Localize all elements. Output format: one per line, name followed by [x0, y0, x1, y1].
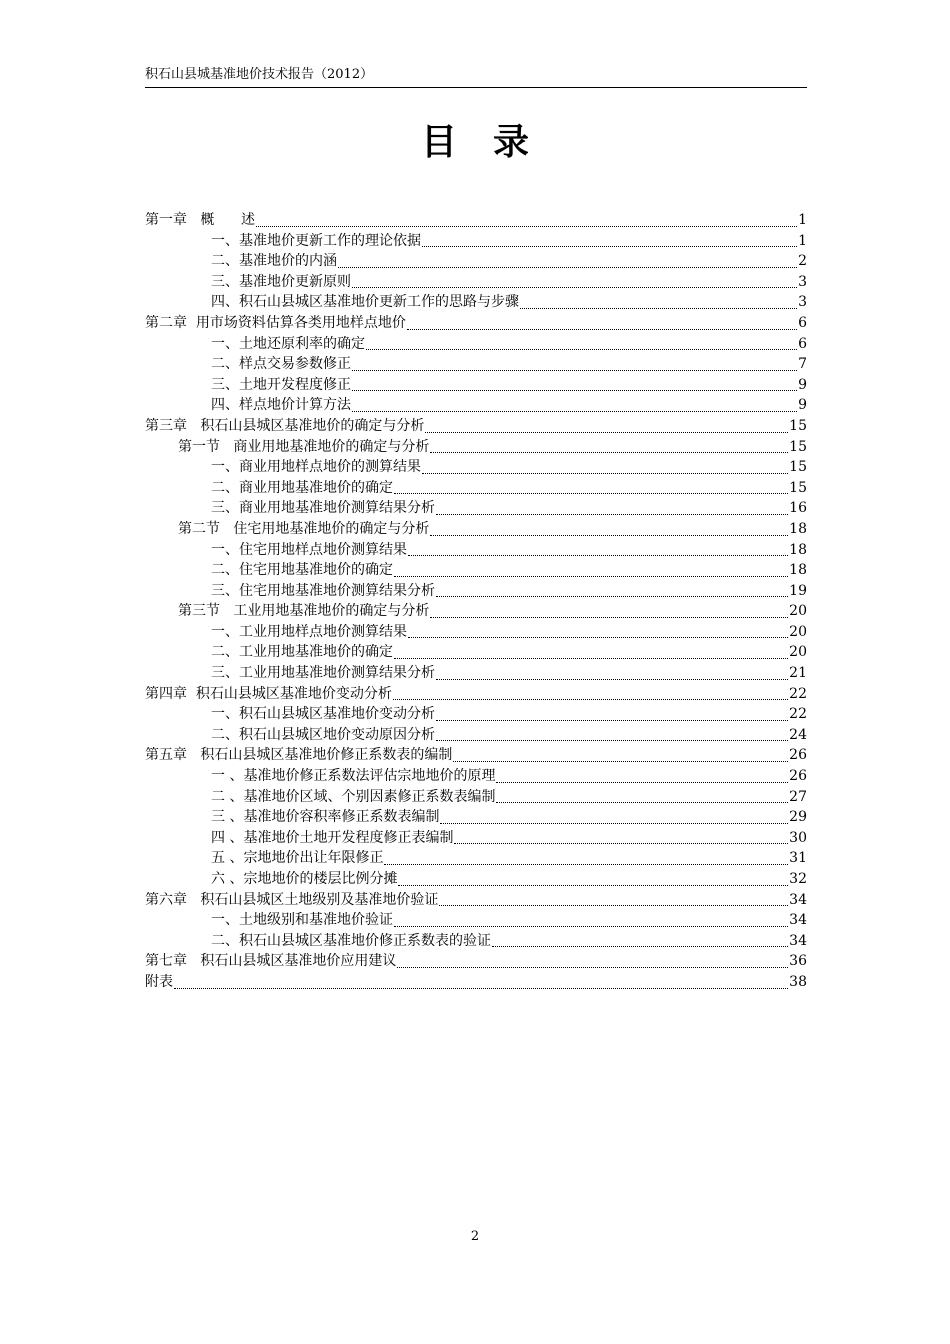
toc-entry-label: 一、土地还原利率的确定 [211, 335, 365, 352]
toc-entry[interactable] [145, 601, 807, 622]
toc-entry-label: 一、积石山县城区基准地价变动分析 [211, 706, 435, 723]
toc-entry-label: 三、商业用地基准地价测算结果分析 [211, 500, 435, 517]
toc-leader-dots [430, 521, 788, 536]
toc-leader-dots [384, 850, 788, 865]
toc-leader-dots [492, 932, 788, 947]
toc-entry-label: 二、样点交易参数修正 [211, 356, 351, 373]
toc-entry[interactable] [145, 395, 807, 416]
toc-entry-page: 34 [789, 891, 807, 908]
toc-leader-dots [394, 912, 788, 927]
toc-entry-page: 38 [789, 973, 807, 990]
toc-entry-label: 一、基准地价更新工作的理论依据 [211, 232, 421, 249]
toc-leader-dots [425, 418, 788, 433]
toc-entry-label: 四、样点地价计算方法 [211, 397, 351, 414]
toc-leader-dots [408, 541, 788, 556]
toc-entry[interactable] [145, 272, 807, 293]
toc-entry-page: 24 [789, 726, 807, 743]
toc-leader-dots [398, 871, 788, 886]
toc-entry-label: 二 、基准地价区域、个别因素修正系数表编制 [211, 788, 496, 805]
toc-entry-page: 9 [798, 397, 807, 414]
toc-entry-page: 15 [789, 438, 807, 455]
toc-entry-page: 20 [789, 644, 807, 661]
toc-leader-dots [454, 829, 788, 844]
toc-entry-label: 第四章 积石山县城区基准地价变动分析 [145, 685, 392, 702]
toc-entry[interactable] [145, 437, 807, 458]
toc-entry[interactable] [145, 334, 807, 355]
toc-entry-label: 三、基准地价更新原则 [211, 273, 351, 290]
toc-entry[interactable] [145, 519, 807, 540]
toc-leader-dots [453, 747, 788, 762]
toc-entry-page: 22 [789, 706, 807, 723]
toc-entry-page: 15 [789, 417, 807, 434]
running-header: 积石山县城基准地价技术报告（2012） [145, 67, 374, 82]
toc-entry-label: 第三节 工业用地基准地价的确定与分析 [178, 603, 430, 620]
toc-entry-page: 18 [789, 562, 807, 579]
toc-leader-dots [496, 768, 788, 783]
toc-entry[interactable] [145, 869, 807, 890]
table-of-contents [145, 210, 807, 993]
toc-entry-page: 20 [789, 623, 807, 640]
toc-leader-dots [440, 809, 788, 824]
toc-entry-label: 三、土地开发程度修正 [211, 376, 351, 393]
toc-entry-page: 9 [798, 376, 807, 393]
toc-entry[interactable] [145, 231, 807, 252]
toc-entry-page: 19 [789, 582, 807, 599]
toc-leader-dots [394, 562, 788, 577]
toc-leader-dots [436, 500, 788, 515]
toc-entry-label: 五 、宗地地价出让年限修正 [211, 850, 384, 867]
toc-entry-label: 第一章 概 述 [145, 212, 256, 228]
toc-entry-label: 第六章 积石山县城区土地级别及基准地价验证 [145, 891, 439, 908]
toc-leader-dots [436, 582, 788, 597]
toc-leader-dots [436, 726, 788, 741]
toc-entry[interactable] [145, 766, 807, 787]
toc-entry-label: 第五章 积石山县城区基准地价修正系数表的编制 [145, 747, 453, 764]
toc-entry-label: 二、基准地价的内涵 [211, 253, 337, 270]
header-rule [145, 87, 807, 88]
toc-entry[interactable] [145, 313, 807, 334]
toc-entry[interactable] [145, 292, 807, 313]
toc-entry-label: 二、工业用地基准地价的确定 [211, 644, 393, 661]
toc-entry-label: 第一节 商业用地基准地价的确定与分析 [178, 438, 430, 455]
toc-entry-page: 32 [789, 871, 807, 887]
toc-entry-page: 26 [789, 747, 807, 764]
toc-entry[interactable] [145, 848, 807, 869]
toc-leader-dots [439, 891, 788, 906]
toc-entry-label: 第二章 用市场资料估算各类用地样点地价 [145, 314, 406, 331]
toc-entry-label: 一、土地级别和基准地价验证 [211, 912, 393, 929]
toc-entry-page: 26 [789, 768, 807, 785]
toc-entry-page: 30 [789, 829, 807, 846]
toc-entry[interactable] [145, 910, 807, 931]
toc-entry-page: 7 [798, 356, 807, 373]
page-number: 2 [470, 1229, 480, 1244]
toc-leader-dots [394, 644, 788, 659]
toc-entry-label: 四 、基准地价土地开发程度修正表编制 [211, 829, 454, 846]
toc-entry-page: 34 [789, 912, 807, 929]
toc-entry[interactable] [145, 540, 807, 561]
toc-entry-page: 1 [798, 212, 807, 228]
toc-leader-dots [256, 212, 797, 227]
toc-entry-label: 二、积石山县城区地价变动原因分析 [211, 726, 435, 743]
toc-entry-label: 第三章 积石山县城区基准地价的确定与分析 [145, 417, 425, 434]
toc-leader-dots [394, 479, 788, 494]
toc-entry[interactable] [145, 972, 807, 993]
toc-leader-dots [397, 953, 788, 968]
toc-entry[interactable] [145, 931, 807, 952]
toc-leader-dots [408, 623, 788, 638]
toc-entry[interactable] [145, 663, 807, 684]
toc-entry[interactable] [145, 642, 807, 663]
toc-entry-label: 一 、基准地价修正系数法评估宗地地价的原理 [211, 768, 496, 785]
toc-entry-page: 3 [798, 294, 807, 311]
toc-entry-page: 18 [789, 541, 807, 558]
toc-entry-label: 第二节 住宅用地基准地价的确定与分析 [178, 520, 430, 537]
toc-entry-page: 18 [789, 520, 807, 537]
toc-leader-dots [430, 438, 788, 453]
toc-entry-label: 二、积石山县城区基准地价修正系数表的验证 [211, 932, 491, 949]
toc-leader-dots [436, 665, 788, 680]
toc-title: 目录 [420, 122, 565, 163]
toc-leader-dots [174, 974, 788, 989]
toc-entry[interactable] [145, 787, 807, 808]
toc-entry[interactable] [145, 478, 807, 499]
toc-entry[interactable] [145, 807, 807, 828]
toc-entry[interactable] [145, 581, 807, 602]
toc-entry-page: 15 [789, 479, 807, 496]
toc-entry-label: 二、住宅用地基准地价的确定 [211, 562, 393, 579]
toc-leader-dots [436, 706, 788, 721]
toc-entry-label: 一、商业用地样点地价的测算结果 [211, 459, 421, 476]
toc-entry-label: 三 、基准地价容积率修正系数表编制 [211, 809, 440, 826]
toc-leader-dots [338, 253, 797, 268]
toc-leader-dots [352, 356, 797, 371]
toc-entry-page: 22 [789, 685, 807, 702]
toc-leader-dots [520, 294, 797, 309]
toc-entry-page: 27 [789, 788, 807, 805]
toc-entry[interactable] [145, 457, 807, 478]
toc-entry[interactable] [145, 416, 807, 437]
toc-leader-dots [393, 685, 788, 700]
toc-entry-page: 15 [789, 459, 807, 476]
toc-entry-page: 16 [789, 500, 807, 517]
toc-entry-label: 一、住宅用地样点地价测算结果 [211, 541, 407, 558]
toc-entry[interactable] [145, 560, 807, 581]
toc-entry-page: 21 [789, 665, 807, 682]
toc-leader-dots [366, 335, 797, 350]
toc-entry-label: 附表 [145, 973, 173, 990]
toc-leader-dots [352, 273, 797, 288]
toc-entry-label: 二、商业用地基准地价的确定 [211, 479, 393, 496]
toc-entry-label: 第七章 积石山县城区基准地价应用建议 [145, 953, 397, 970]
toc-entry-page: 6 [798, 314, 807, 331]
toc-entry-page: 1 [798, 232, 807, 249]
toc-entry[interactable] [145, 375, 807, 396]
toc-leader-dots [352, 376, 797, 391]
toc-entry[interactable] [145, 498, 807, 519]
toc-entry-label: 一、工业用地样点地价测算结果 [211, 623, 407, 640]
toc-entry[interactable] [145, 210, 807, 231]
toc-entry-page: 3 [798, 273, 807, 290]
toc-entry-label: 三、住宅用地基准地价测算结果分析 [211, 582, 435, 599]
toc-entry-label: 三、工业用地基准地价测算结果分析 [211, 665, 435, 682]
toc-leader-dots [496, 788, 788, 803]
toc-entry-page: 36 [789, 953, 807, 970]
toc-entry[interactable] [145, 622, 807, 643]
toc-entry-page: 20 [789, 603, 807, 620]
toc-entry-page: 34 [789, 932, 807, 949]
toc-entry-label: 四、积石山县城区基准地价更新工作的思路与步骤 [211, 294, 519, 311]
toc-leader-dots [407, 315, 797, 330]
toc-leader-dots [422, 232, 797, 247]
toc-entry[interactable] [145, 684, 807, 705]
toc-leader-dots [422, 459, 788, 474]
toc-entry[interactable] [145, 890, 807, 911]
toc-entry-page: 2 [798, 253, 807, 270]
toc-entry[interactable] [145, 828, 807, 849]
toc-entry[interactable] [145, 704, 807, 725]
toc-entry[interactable] [145, 354, 807, 375]
toc-entry-page: 31 [789, 850, 807, 867]
toc-entry-label: 六 、宗地地价的楼层比例分摊 [211, 871, 398, 887]
toc-entry[interactable] [145, 745, 807, 766]
toc-leader-dots [352, 397, 797, 412]
toc-entry[interactable] [145, 251, 807, 272]
toc-entry-page: 29 [789, 809, 807, 826]
toc-entry[interactable] [145, 951, 807, 972]
toc-entry-page: 6 [798, 335, 807, 352]
toc-entry[interactable] [145, 725, 807, 746]
toc-leader-dots [430, 603, 788, 618]
